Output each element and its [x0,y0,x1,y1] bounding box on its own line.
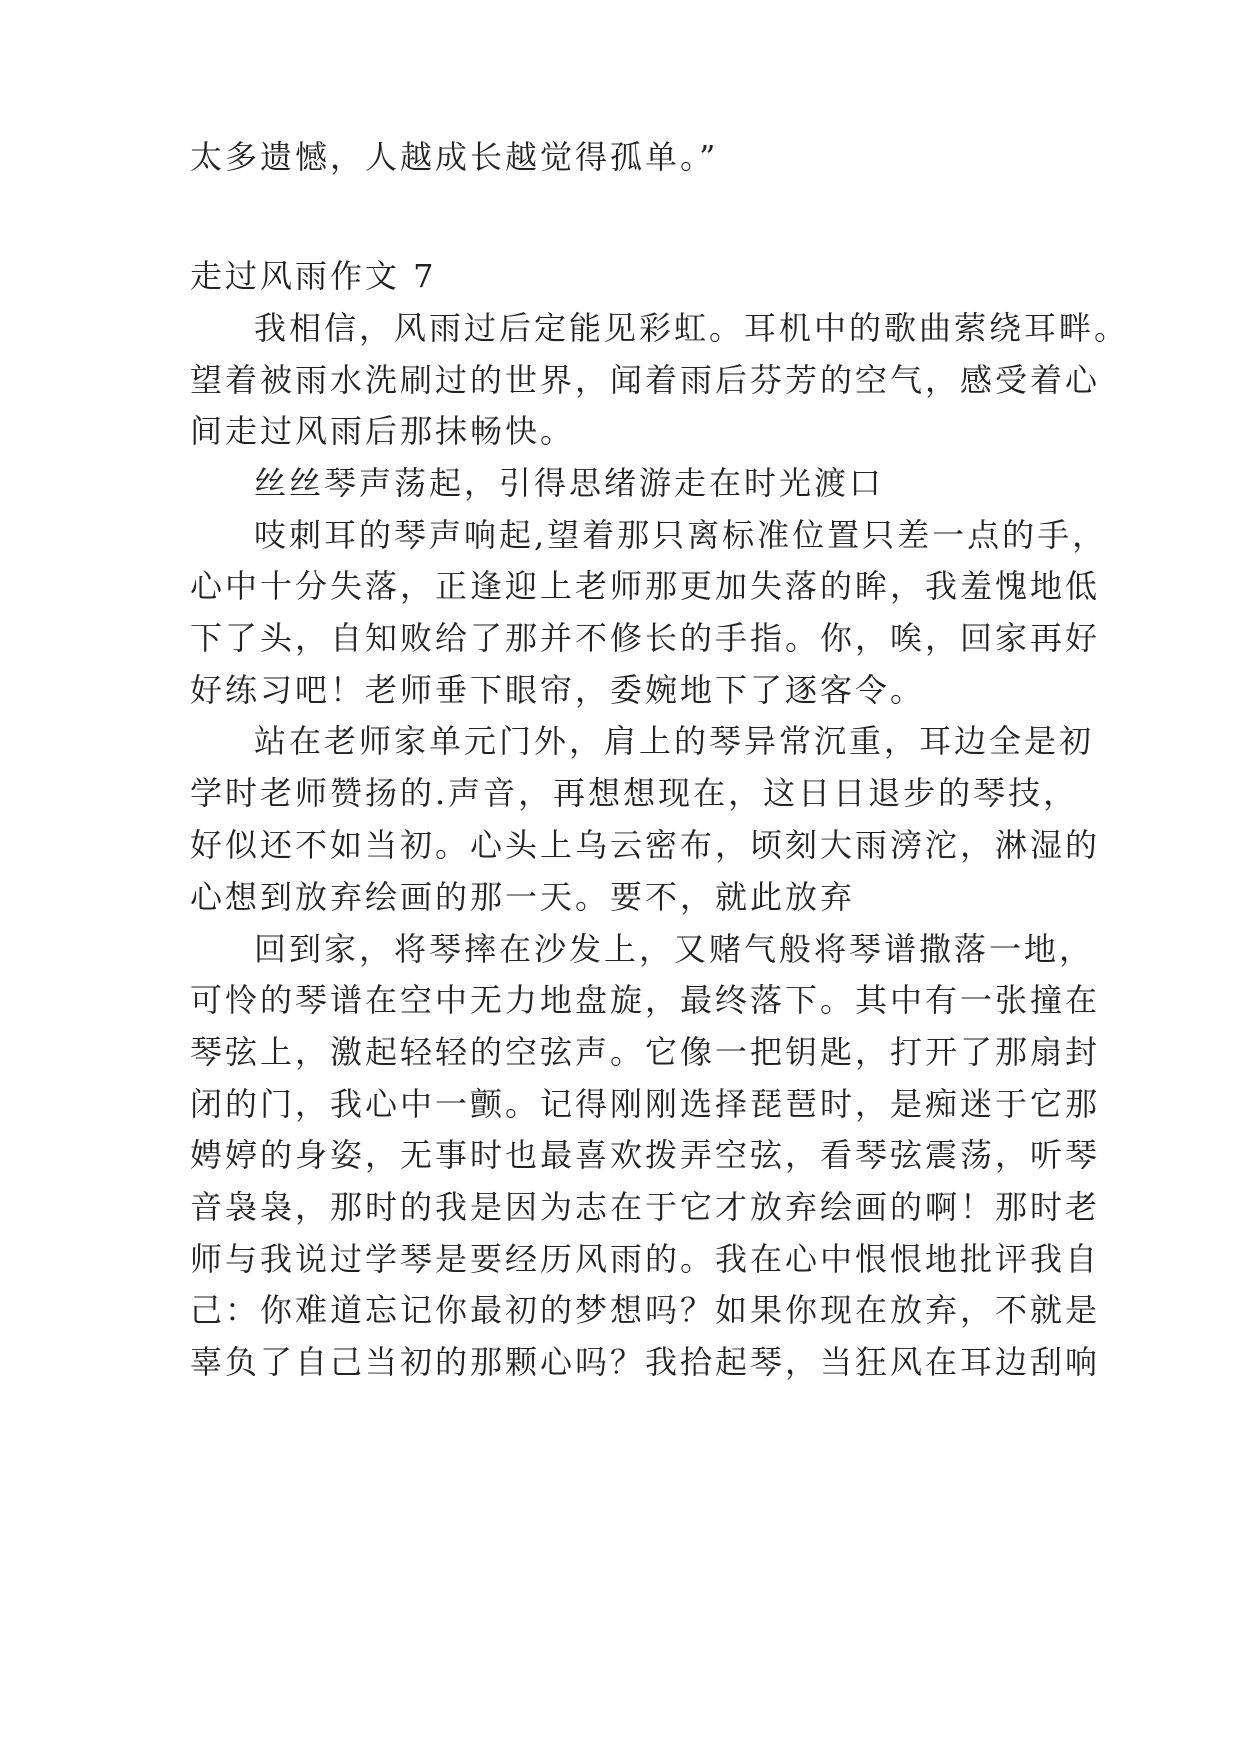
paragraph-1-line-2: 望着被雨水洗刷过的世界，闻着雨后芬芳的空气，感受着心 [190,361,1101,399]
paragraph-4-line-1: 站在老师家单元门外，肩上的琴异常沉重，耳边全是初 [254,722,1095,760]
paragraph-4-line-4: 心想到放弃绘画的那一天。要不，就此放弃 [190,878,856,916]
paragraph-4-line-3: 好似还不如当初。心头上乌云密布，顷刻大雨滂沱，淋湿的 [190,826,1101,864]
text-line-1: 太多遗憾，人越成长越觉得孤单。” [190,138,719,176]
paragraph-5-line-3: 琴弦上，激起轻轻的空弦声。它像一把钥匙，打开了那扇封 [190,1033,1101,1071]
paragraph-5-line-5: 娉婷的身姿，无事时也最喜欢拨弄空弦，看琴弦震荡，听琴 [190,1136,1101,1174]
paragraph-5-line-6: 音袅袅，那时的我是因为志在于它才放弃绘画的啊！那时老 [190,1188,1101,1226]
paragraph-3-line-4: 好练习吧！老师垂下眼帘，委婉地下了逐客令。 [190,671,926,709]
paragraph-2-line-1: 丝丝琴声荡起，引得思绪游走在时光渡口 [254,464,885,502]
paragraph-5-line-4: 闭的门，我心中一颤。记得刚刚选择琵琶时，是痴迷于它那 [190,1085,1101,1123]
paragraph-5-line-1: 回到家，将琴摔在沙发上，又赌气般将琴谱撒落一地， [254,930,1095,968]
paragraph-5-line-7: 师与我说过学琴是要经历风雨的。我在心中恨恨地批评我自 [190,1240,1101,1278]
paragraph-3-line-3: 下了头，自知败给了那并不修长的手指。你，唉，回家再好 [190,619,1101,657]
paragraph-5-line-2: 可怜的琴谱在空中无力地盘旋，最终落下。其中有一张撞在 [190,981,1101,1019]
paragraph-5-line-9: 辜负了自己当初的那颗心吗？我拾起琴，当狂风在耳边刮响 [190,1343,1101,1381]
paragraph-4-line-2: 学时老师赞扬的.声音，再想想现在，这日日退步的琴技， [190,774,1079,812]
paragraph-3-line-1: 吱刺耳的琴声响起,望着那只离标准位置只差一点的手， [254,516,1108,554]
paragraph-3-line-2: 心中十分失落，正逢迎上老师那更加失落的眸，我羞愧地低 [190,567,1101,605]
paragraph-1-line-1: 我相信，风雨过后定能见彩虹。耳机中的歌曲萦绕耳畔。 [254,309,1130,347]
paragraph-5-line-8: 己：你难道忘记你最初的梦想吗？如果你现在放弃，不就是 [190,1291,1101,1329]
paragraph-1-line-3: 间走过风雨后那抹畅快。 [190,412,576,450]
section-heading: 走过风雨作文 7 [190,257,437,295]
